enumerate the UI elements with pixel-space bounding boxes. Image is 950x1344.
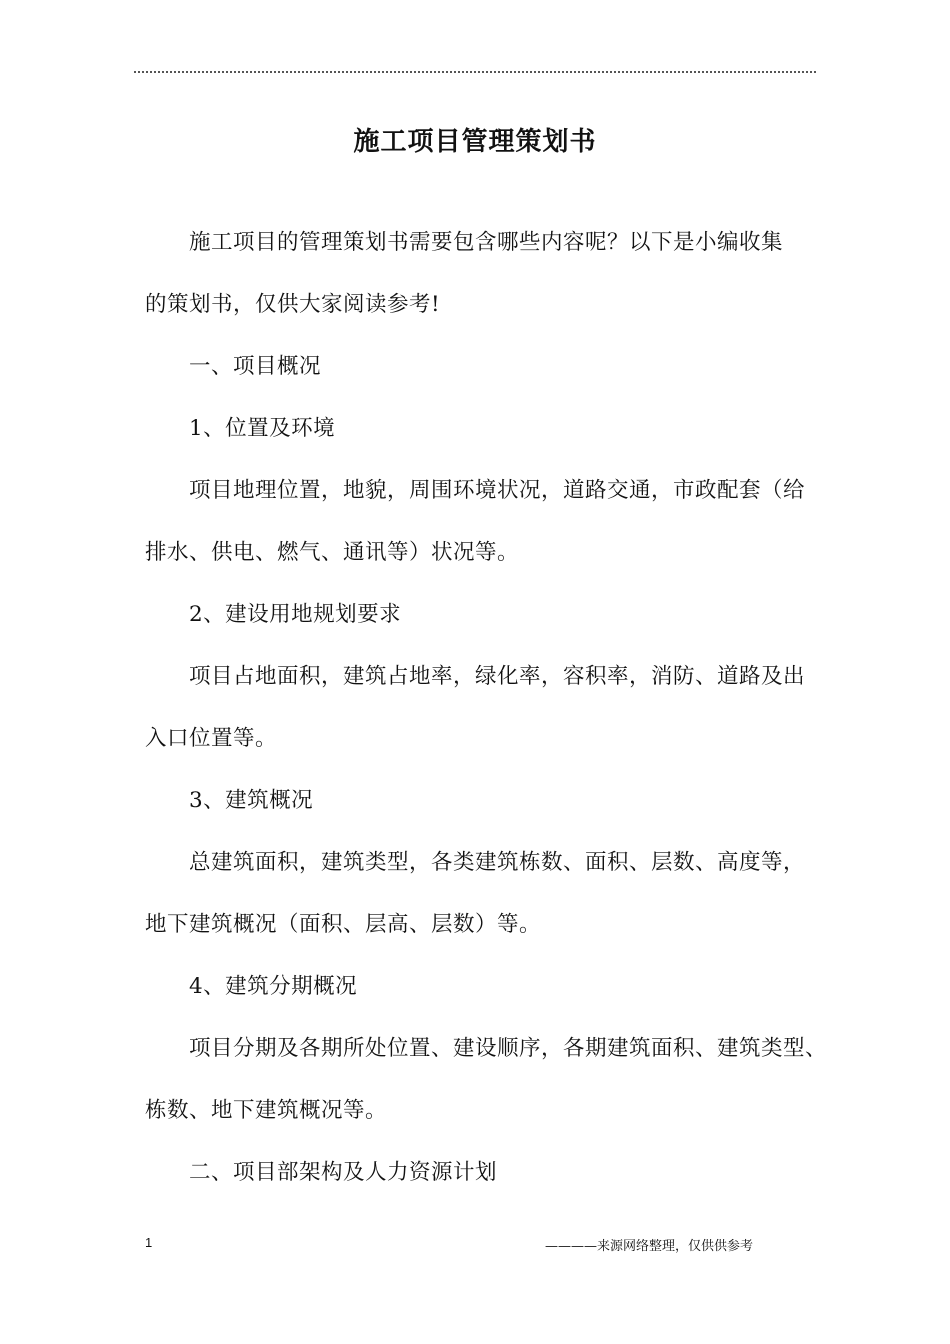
footer-source-note: ————来源网络整理，仅供供参考 — [545, 1239, 754, 1254]
paragraph-phasing-line-1: 项目分期及各期所处位置、建设顺序，各期建筑面积、建筑类型、 — [189, 1036, 828, 1061]
paragraph-building-line-1: 总建筑面积，建筑类型，各类建筑栋数、面积、层数、高度等， — [189, 850, 806, 875]
document-title: 施工项目管理策划书 — [353, 127, 597, 157]
paragraph-location-line-1: 项目地理位置，地貌，周围环境状况，道路交通，市政配套（给 — [189, 478, 806, 503]
header-divider — [134, 71, 816, 73]
paragraph-building-line-2: 地下建筑概况（面积、层高、层数）等。 — [145, 912, 542, 937]
paragraph-land-planning-line-1: 项目占地面积，建筑占地率，绿化率，容积率，消防、道路及出 — [189, 664, 806, 689]
subheading-location-environment: 1、位置及环境 — [189, 416, 336, 441]
subheading-building-overview: 3、建筑概况 — [189, 788, 314, 813]
section-heading-project-overview: 一、项目概况 — [189, 354, 322, 379]
intro-paragraph-line-2: 的策划书，仅供大家阅读参考! — [145, 292, 441, 317]
paragraph-location-line-2: 排水、供电、燃气、通讯等）状况等。 — [145, 540, 520, 565]
paragraph-phasing-line-2: 栋数、地下建筑概况等。 — [145, 1098, 388, 1123]
paragraph-land-planning-line-2: 入口位置等。 — [145, 726, 278, 751]
document-body — [145, 212, 828, 1204]
section-heading-org-structure: 二、项目部架构及人力资源计划 — [189, 1160, 498, 1185]
intro-paragraph-line-1: 施工项目的管理策划书需要包含哪些内容呢？以下是小编收集 — [189, 230, 784, 255]
subheading-land-planning: 2、建设用地规划要求 — [189, 602, 402, 627]
page-number: 1 — [145, 1235, 153, 1250]
subheading-phasing-overview: 4、建筑分期概况 — [189, 974, 358, 999]
